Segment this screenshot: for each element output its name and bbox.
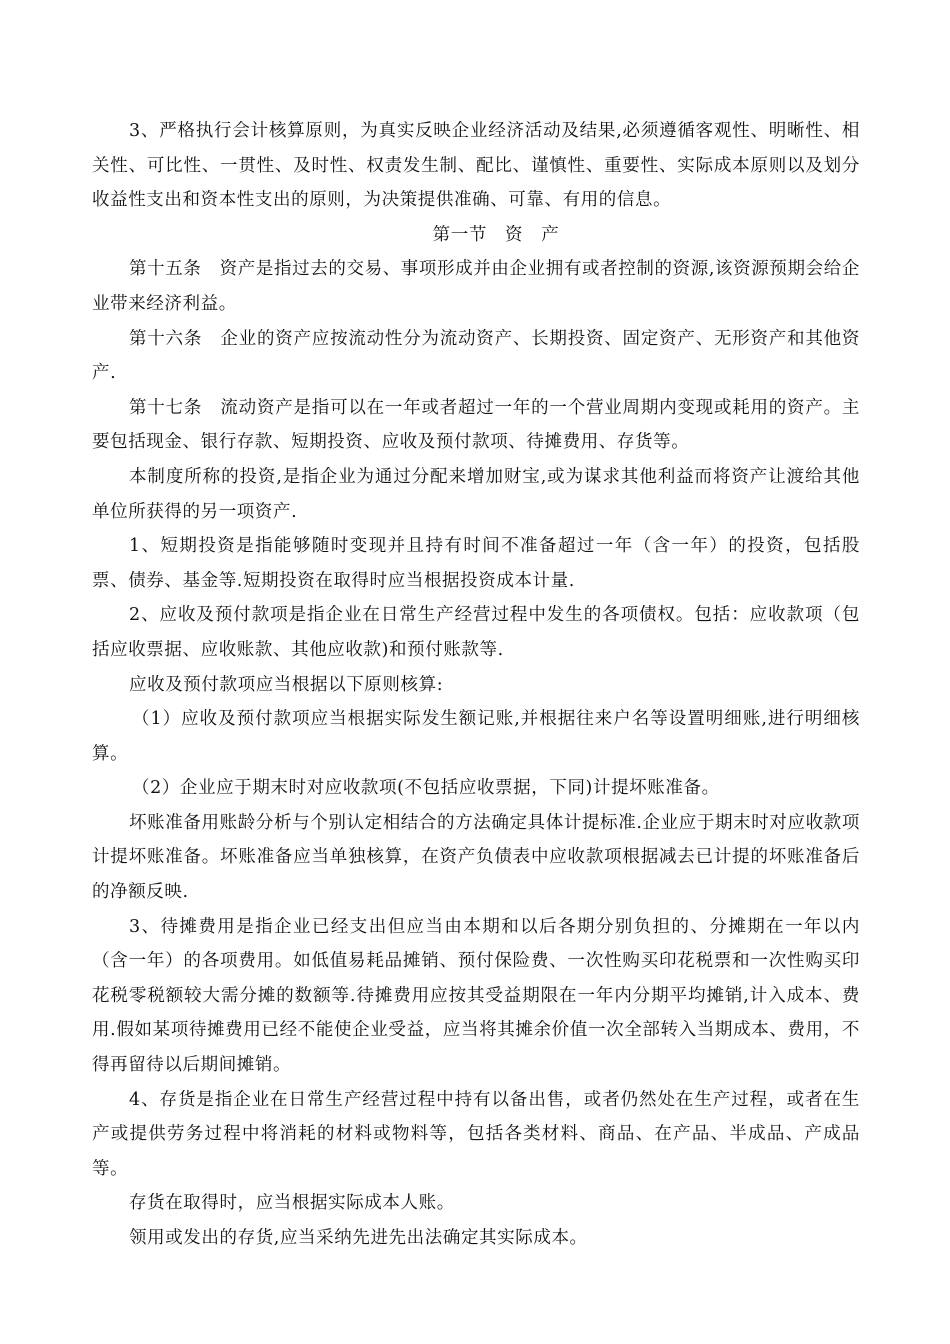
- paragraph-inventory-cost: 存货在取得时，应当根据实际成本人账。: [129, 1193, 455, 1214]
- paragraph-receivables-principles: 应收及预付款项应当根据以下原则核算:: [129, 674, 444, 695]
- paragraph-short-term-investment: 1、短期投资是指能够随时变现并且持有时间不准备超过一年（含一年）的投资，包括股票、债券、基金等.短期投资在取得时应当根据投资成本计量.: [92, 536, 860, 591]
- paragraph-investment-definition: 本制度所称的投资,是指企业为通过分配来增加财宝,或为谋求其他利益而将资产让渡给其他单位所获得的另一项资产.: [92, 466, 860, 522]
- paragraph-bad-debt: 坏账准备用账龄分析与个别认定相结合的方法确定具体计提标准.企业应于期末时对应收款项计提坏账准备。坏账准备应当单独核算，在资产负债表中应收款项根据减去已计提的坏账准备后的净额反映.: [92, 812, 860, 903]
- paragraph-receivables-rule-2: （2）企业应于期末时对应收款项(不包括应收票据，下同)计提坏账准备。: [132, 778, 720, 799]
- paragraph-receivables-rule-1: （1）应收及预付款项应当根据实际发生额记账,并根据往来户名等设置明细账,进行明细核算。: [92, 709, 860, 764]
- paragraph-inventory-fifo: 领用或发出的存货,应当采纳先进先出法确定其实际成本。: [129, 1228, 588, 1248]
- article-17: 第十七条 流动资产是指可以在一年或者超过一年的一个营业周期内变现或耗用的资产。主要包括现金、银行存款、短期投资、应收及预付款项、待摊费用、存货等。: [92, 397, 860, 453]
- section-title: 第一节 资 产: [432, 224, 560, 245]
- paragraph-receivables: 2、应收及预付款项是指企业在日常生产经营过程中发生的各项债权。包括：应收款项（包括应收票据、应收账款、其他应收款)和预付账款等.: [92, 605, 860, 660]
- document-page: [92, 114, 860, 1256]
- paragraph-prepaid-expenses: 3、待摊费用是指企业已经支出但应当由本期和以后各期分别负担的、分摊期在一年以内（含一年）的各项费用。如低值易耗品摊销、预付保险费、一次性购买印花税票和一次性购买印花税零税额较大需分摊的数额等.待摊费用应按其受益期限在一年内分期平均摊销,计入成本、费用.假如某项待摊费用已经不能使企业受益，应当将其摊余价值一次全部转入当期成本、费用，不得再留待以后期间摊销。: [92, 916, 860, 1076]
- article-16: 第十六条 企业的资产应按流动性分为流动资产、长期投资、固定资产、无形资产和其他资产.: [92, 328, 860, 384]
- paragraph-accounting-principles: 3、严格执行会计核算原则，为真实反映企业经济活动及结果,必须遵循客观性、明晰性、相关性、可比性、一贯性、及时性、权责发生制、配比、谨慎性、重要性、实际成本原则以及划分收益性支出和资本性支出的原则，为决策提供准确、可靠、有用的信息。: [92, 121, 860, 211]
- paragraph-inventory: 4、存货是指企业在日常生产经营过程中持有以备出售，或者仍然处在生产过程，或者在生产或提供劳务过程中将消耗的材料或物料等，包括各类材料、商品、在产品、半成品、产成品等。: [92, 1089, 860, 1179]
- article-15: 第十五条 资产是指过去的交易、事项形成并由企业拥有或者控制的资源,该资源预期会给企业带来经济利益。: [92, 259, 860, 314]
